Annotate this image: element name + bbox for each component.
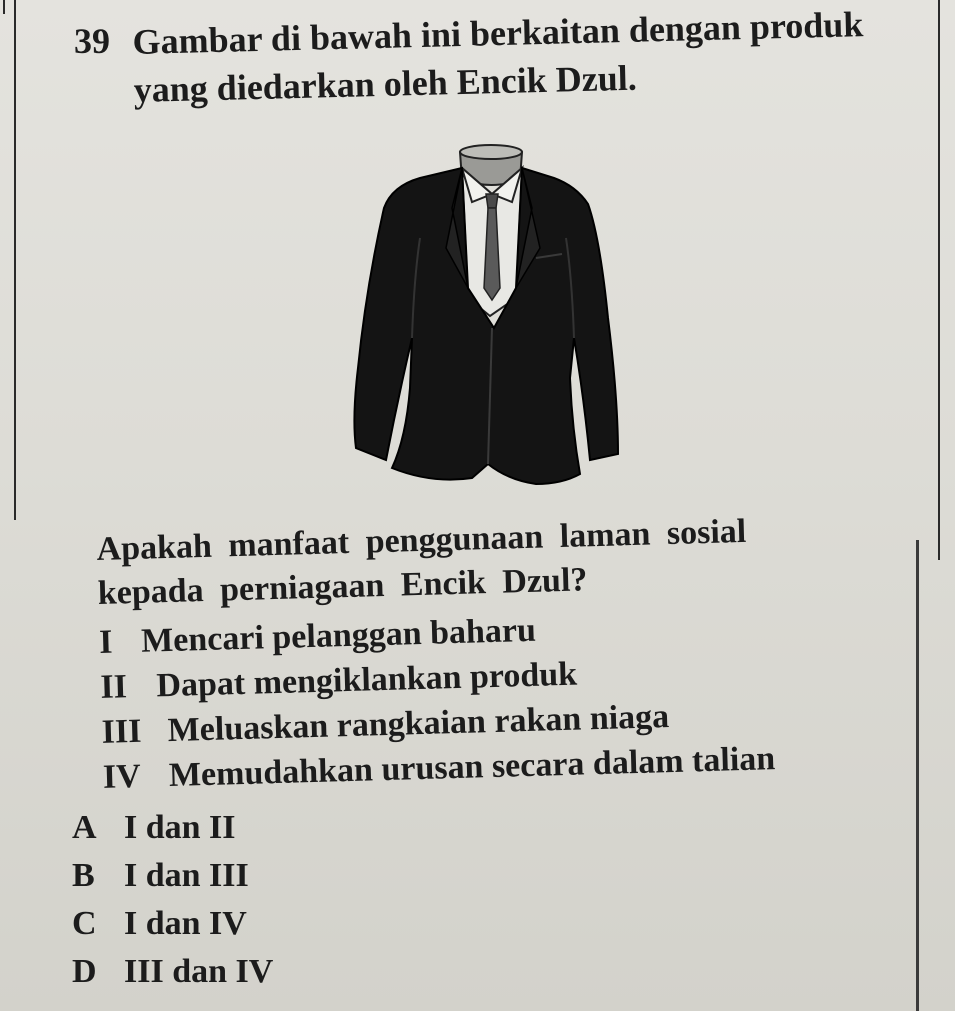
question-stem [132,0,894,114]
answer-options [72,804,572,996]
frame-left-border [14,0,16,520]
option-text: I dan III [124,857,249,894]
suit-jacket-icon [322,138,622,498]
statement-text: Memudahkan urusan secara dalam talian [168,740,776,795]
option-letter: A [72,809,97,846]
option-c[interactable] [72,900,572,948]
option-letter: D [72,953,97,990]
option-letter: C [72,905,97,942]
statement-numeral: II [99,668,128,706]
question-prompt-line-2: kepada perniagaan Encik Dzul? [97,561,588,612]
page-column-rule [916,540,919,1011]
question-stem-line-2: yang diedarkan oleh Encik Dzul. [133,57,638,110]
option-a[interactable] [72,804,572,852]
statement-numeral: IV [102,757,142,796]
suit-jacket-illustration [322,138,622,498]
statement-text: Meluaskan rangkaian rakan niaga [167,698,670,750]
question-body [96,507,863,800]
option-text: III dan IV [124,953,274,990]
corner-mark [3,0,5,14]
question-stem-line-1: Gambar di bawah ini berkaitan dengan produk [132,4,864,62]
question-prompt [96,507,858,616]
statement-numeral: I [98,623,113,661]
option-d[interactable] [72,948,572,996]
question-number: 39 [74,21,110,61]
option-b[interactable] [72,852,572,900]
question-prompt-line-1: Apakah manfaat penggunaan laman sosial [96,512,747,568]
statement-text: Dapat mengiklankan produk [155,655,578,705]
statement-list [99,599,864,800]
statement-numeral: III [101,712,142,751]
option-letter: B [72,857,95,894]
option-text: I dan II [124,809,236,846]
option-text: I dan IV [124,905,247,942]
statement-text: Mencari pelanggan baharu [140,611,537,660]
frame-right-border [938,0,940,560]
